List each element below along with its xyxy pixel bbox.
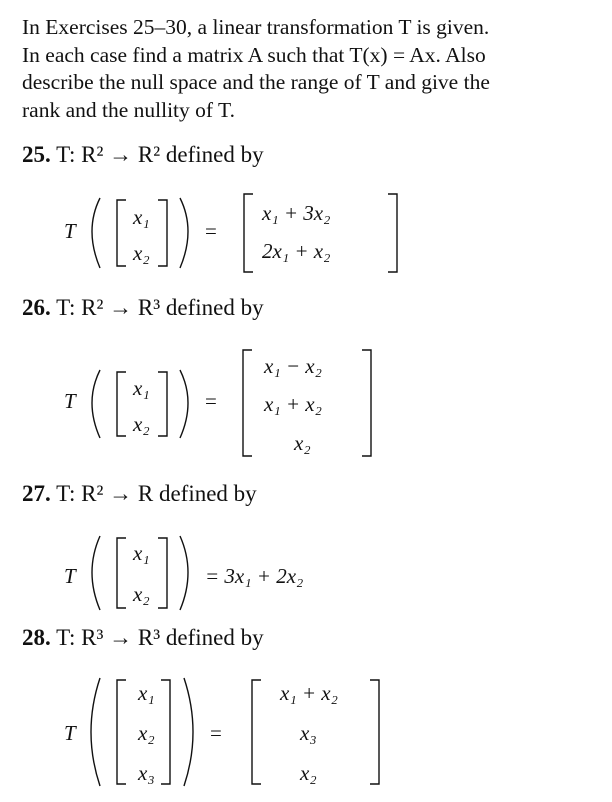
output-right-bracket <box>362 350 371 456</box>
output-entry: x₁ + 3x₂ <box>262 201 331 225</box>
output-scalar: = 3x₁ + 2x₂ <box>205 564 304 588</box>
input-left-bracket <box>117 200 126 266</box>
right-paren <box>180 370 188 438</box>
output-left-bracket <box>252 680 261 784</box>
intro-line-1: In Exercises 25–30, a linear transformation T is given. <box>22 15 490 39</box>
input-entry: x₁ <box>133 376 150 400</box>
exercise-number: 26. <box>22 295 51 320</box>
input-left-bracket <box>117 680 126 784</box>
equals-sign: = <box>210 721 222 745</box>
exercise-map: T: R² → R defined by <box>56 481 257 506</box>
input-entry: x₁ <box>133 205 150 229</box>
exercise-number: 28. <box>22 625 51 650</box>
transform-label: T <box>64 564 76 588</box>
left-paren <box>92 198 100 268</box>
input-entry: x₁ <box>133 541 150 565</box>
transform-label: T <box>64 219 76 243</box>
output-entry: x₂ <box>300 761 317 785</box>
left-paren <box>91 678 100 786</box>
input-right-bracket <box>161 680 170 784</box>
output-left-bracket <box>244 194 253 272</box>
exercise-26-equation <box>0 346 612 461</box>
input-entry: x₂ <box>133 412 150 436</box>
intro-paragraph <box>22 14 597 124</box>
input-entry: x₂ <box>133 582 150 606</box>
left-paren <box>92 370 100 438</box>
output-entry: x₂ <box>294 431 311 455</box>
intro-line-4: rank and the nullity of T. <box>22 97 235 122</box>
output-left-bracket <box>243 350 252 456</box>
exercise-26-heading <box>22 295 264 321</box>
exercise-map: T: R² → R³ defined by <box>56 295 264 320</box>
exercise-27-equation <box>0 526 612 616</box>
right-paren <box>184 678 193 786</box>
exercise-number: 27. <box>22 481 51 506</box>
intro-line-3: describe the null space and the range of T and give the <box>22 70 490 94</box>
exercise-number: 25. <box>22 142 51 167</box>
right-paren <box>180 198 188 268</box>
output-entry: x₃ <box>300 721 317 745</box>
input-left-bracket <box>117 538 126 608</box>
exercise-28-heading <box>22 625 264 651</box>
output-right-bracket <box>388 194 397 272</box>
input-right-bracket <box>158 372 167 436</box>
input-entry: x₂ <box>133 241 150 265</box>
right-paren <box>180 536 188 610</box>
output-entry: 2x₁ + x₂ <box>262 239 331 263</box>
exercise-map: T: R³ → R³ defined by <box>56 625 264 650</box>
left-paren <box>92 536 100 610</box>
input-entry: x₂ <box>138 721 155 745</box>
intro-line-2: In each case find a matrix A such that T(x) = Ax. Also <box>22 42 486 67</box>
exercise-map: T: R² → R² defined by <box>56 142 264 167</box>
exercise-25-equation <box>0 188 612 278</box>
output-entry: x₁ + x₂ <box>264 392 322 416</box>
equals-sign: = <box>205 219 217 243</box>
input-entry: x₃ <box>138 761 155 785</box>
transform-label: T <box>64 721 76 745</box>
output-right-bracket <box>370 680 379 784</box>
input-right-bracket <box>158 200 167 266</box>
output-entry: x₁ + x₂ <box>280 681 338 705</box>
input-right-bracket <box>158 538 167 608</box>
exercise-28-equation <box>0 674 612 792</box>
equals-sign: = <box>205 389 217 413</box>
input-entry: x₁ <box>138 681 155 705</box>
transform-label: T <box>64 389 76 413</box>
output-entry: x₁ − x₂ <box>264 354 322 378</box>
input-left-bracket <box>117 372 126 436</box>
exercise-27-heading <box>22 481 257 507</box>
exercise-25-heading <box>22 142 264 168</box>
